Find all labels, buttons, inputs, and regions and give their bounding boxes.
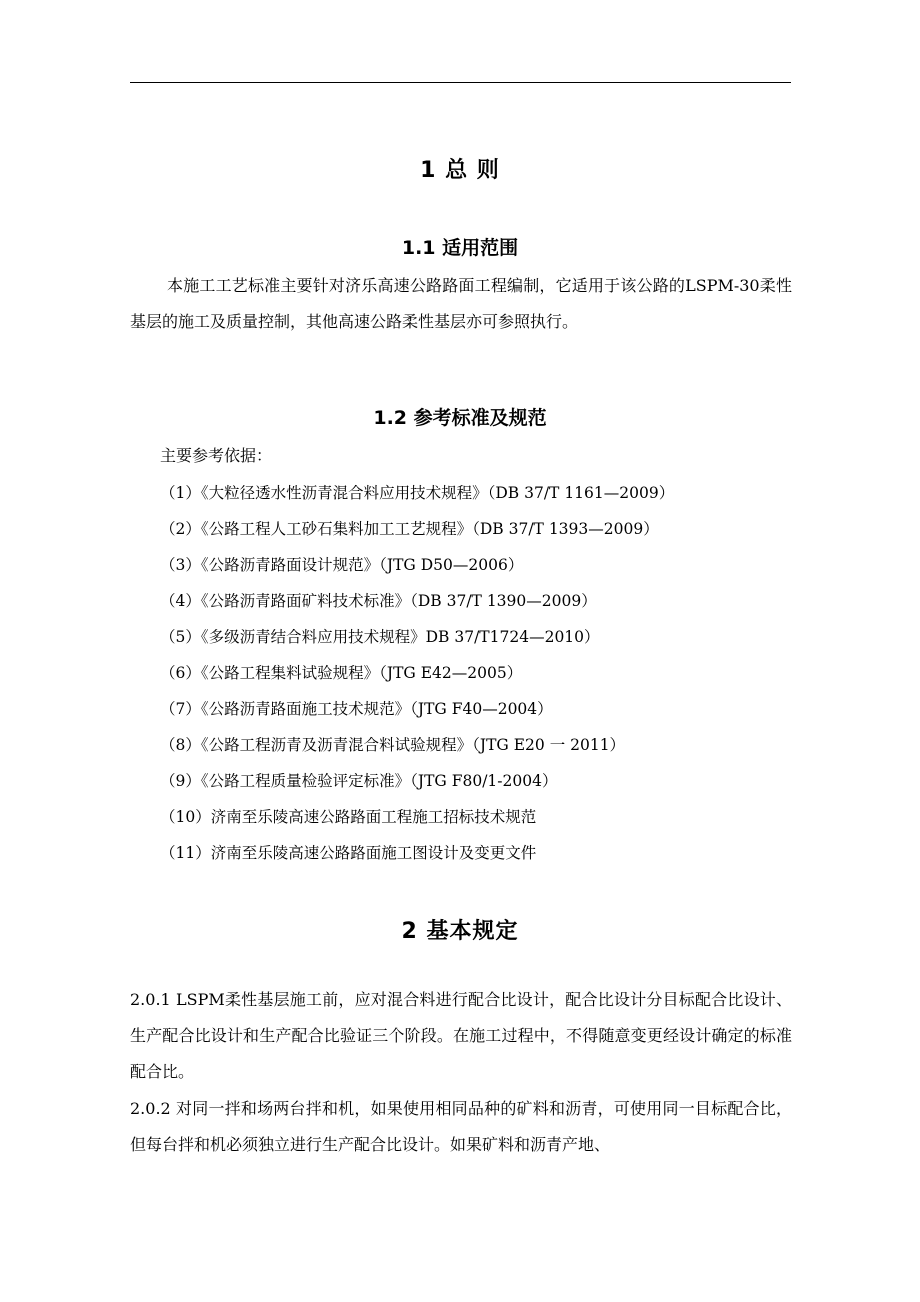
reference-item: （1）《大粒径透水性沥青混合料应用技术规程》（DB 37/T 1161—2009）	[160, 484, 675, 502]
clause-2-0-2: 2.0.2 对同一拌和场两台拌和机，如果使用相同品种的矿料和沥青，可使用同一目标配合比，但每台拌和机必须独立进行生产配合比设计。如果矿料和沥青产地、	[130, 1099, 792, 1154]
reference-item: （2）《公路工程人工砂石集料加工工艺规程》（DB 37/T 1393—2009）	[160, 520, 659, 538]
chapter-1-title: 1 总 则	[420, 158, 500, 183]
reference-item: （5）《多级沥青结合料应用技术规程》DB 37/T1724—2010）	[160, 628, 600, 646]
references-intro: 主要参考依据：	[160, 446, 273, 465]
reference-item: （9）《公路工程质量检验评定标准》（JTG F80/1-2004）	[160, 772, 558, 790]
reference-item: （4）《公路沥青路面矿料技术标准》（DB 37/T 1390—2009）	[160, 592, 597, 610]
section-1-1-body: 本施工工艺标准主要针对济乐高速公路路面工程编制，它适用于该公路的LSPM-30柔性基层的施工及质量控制，其他高速公路柔性基层亦可参照执行。	[130, 276, 792, 331]
reference-item: （11）济南至乐陵高速公路路面施工图设计及变更文件	[160, 844, 537, 862]
section-1-1-title: 1.1 适用范围	[401, 237, 519, 259]
header-rule	[130, 82, 791, 83]
reference-item: （3）《公路沥青路面设计规范》（JTG D50—2006）	[160, 556, 524, 574]
clause-2-0-1: 2.0.1 LSPM柔性基层施工前，应对混合料进行配合比设计，配合比设计分目标配合比设计、生产配合比设计和生产配合比验证三个阶段。在施工过程中，不得随意变更经设计确定的标准配合比。	[130, 990, 792, 1081]
reference-item: （7）《公路沥青路面施工技术规范》（JTG F40—2004）	[160, 700, 553, 718]
section-1-2-title: 1.2 参考标准及规范	[373, 407, 547, 429]
reference-item: （6）《公路工程集料试验规程》（JTG E42—2005）	[160, 664, 523, 682]
chapter-2-title: 2 基本规定	[401, 919, 519, 944]
reference-item: （8）《公路工程沥青及沥青混合料试验规程》（JTG E20 一 2011）	[160, 736, 626, 754]
references-list	[160, 479, 674, 875]
reference-item: （10）济南至乐陵高速公路路面工程施工招标技术规范	[160, 808, 537, 826]
